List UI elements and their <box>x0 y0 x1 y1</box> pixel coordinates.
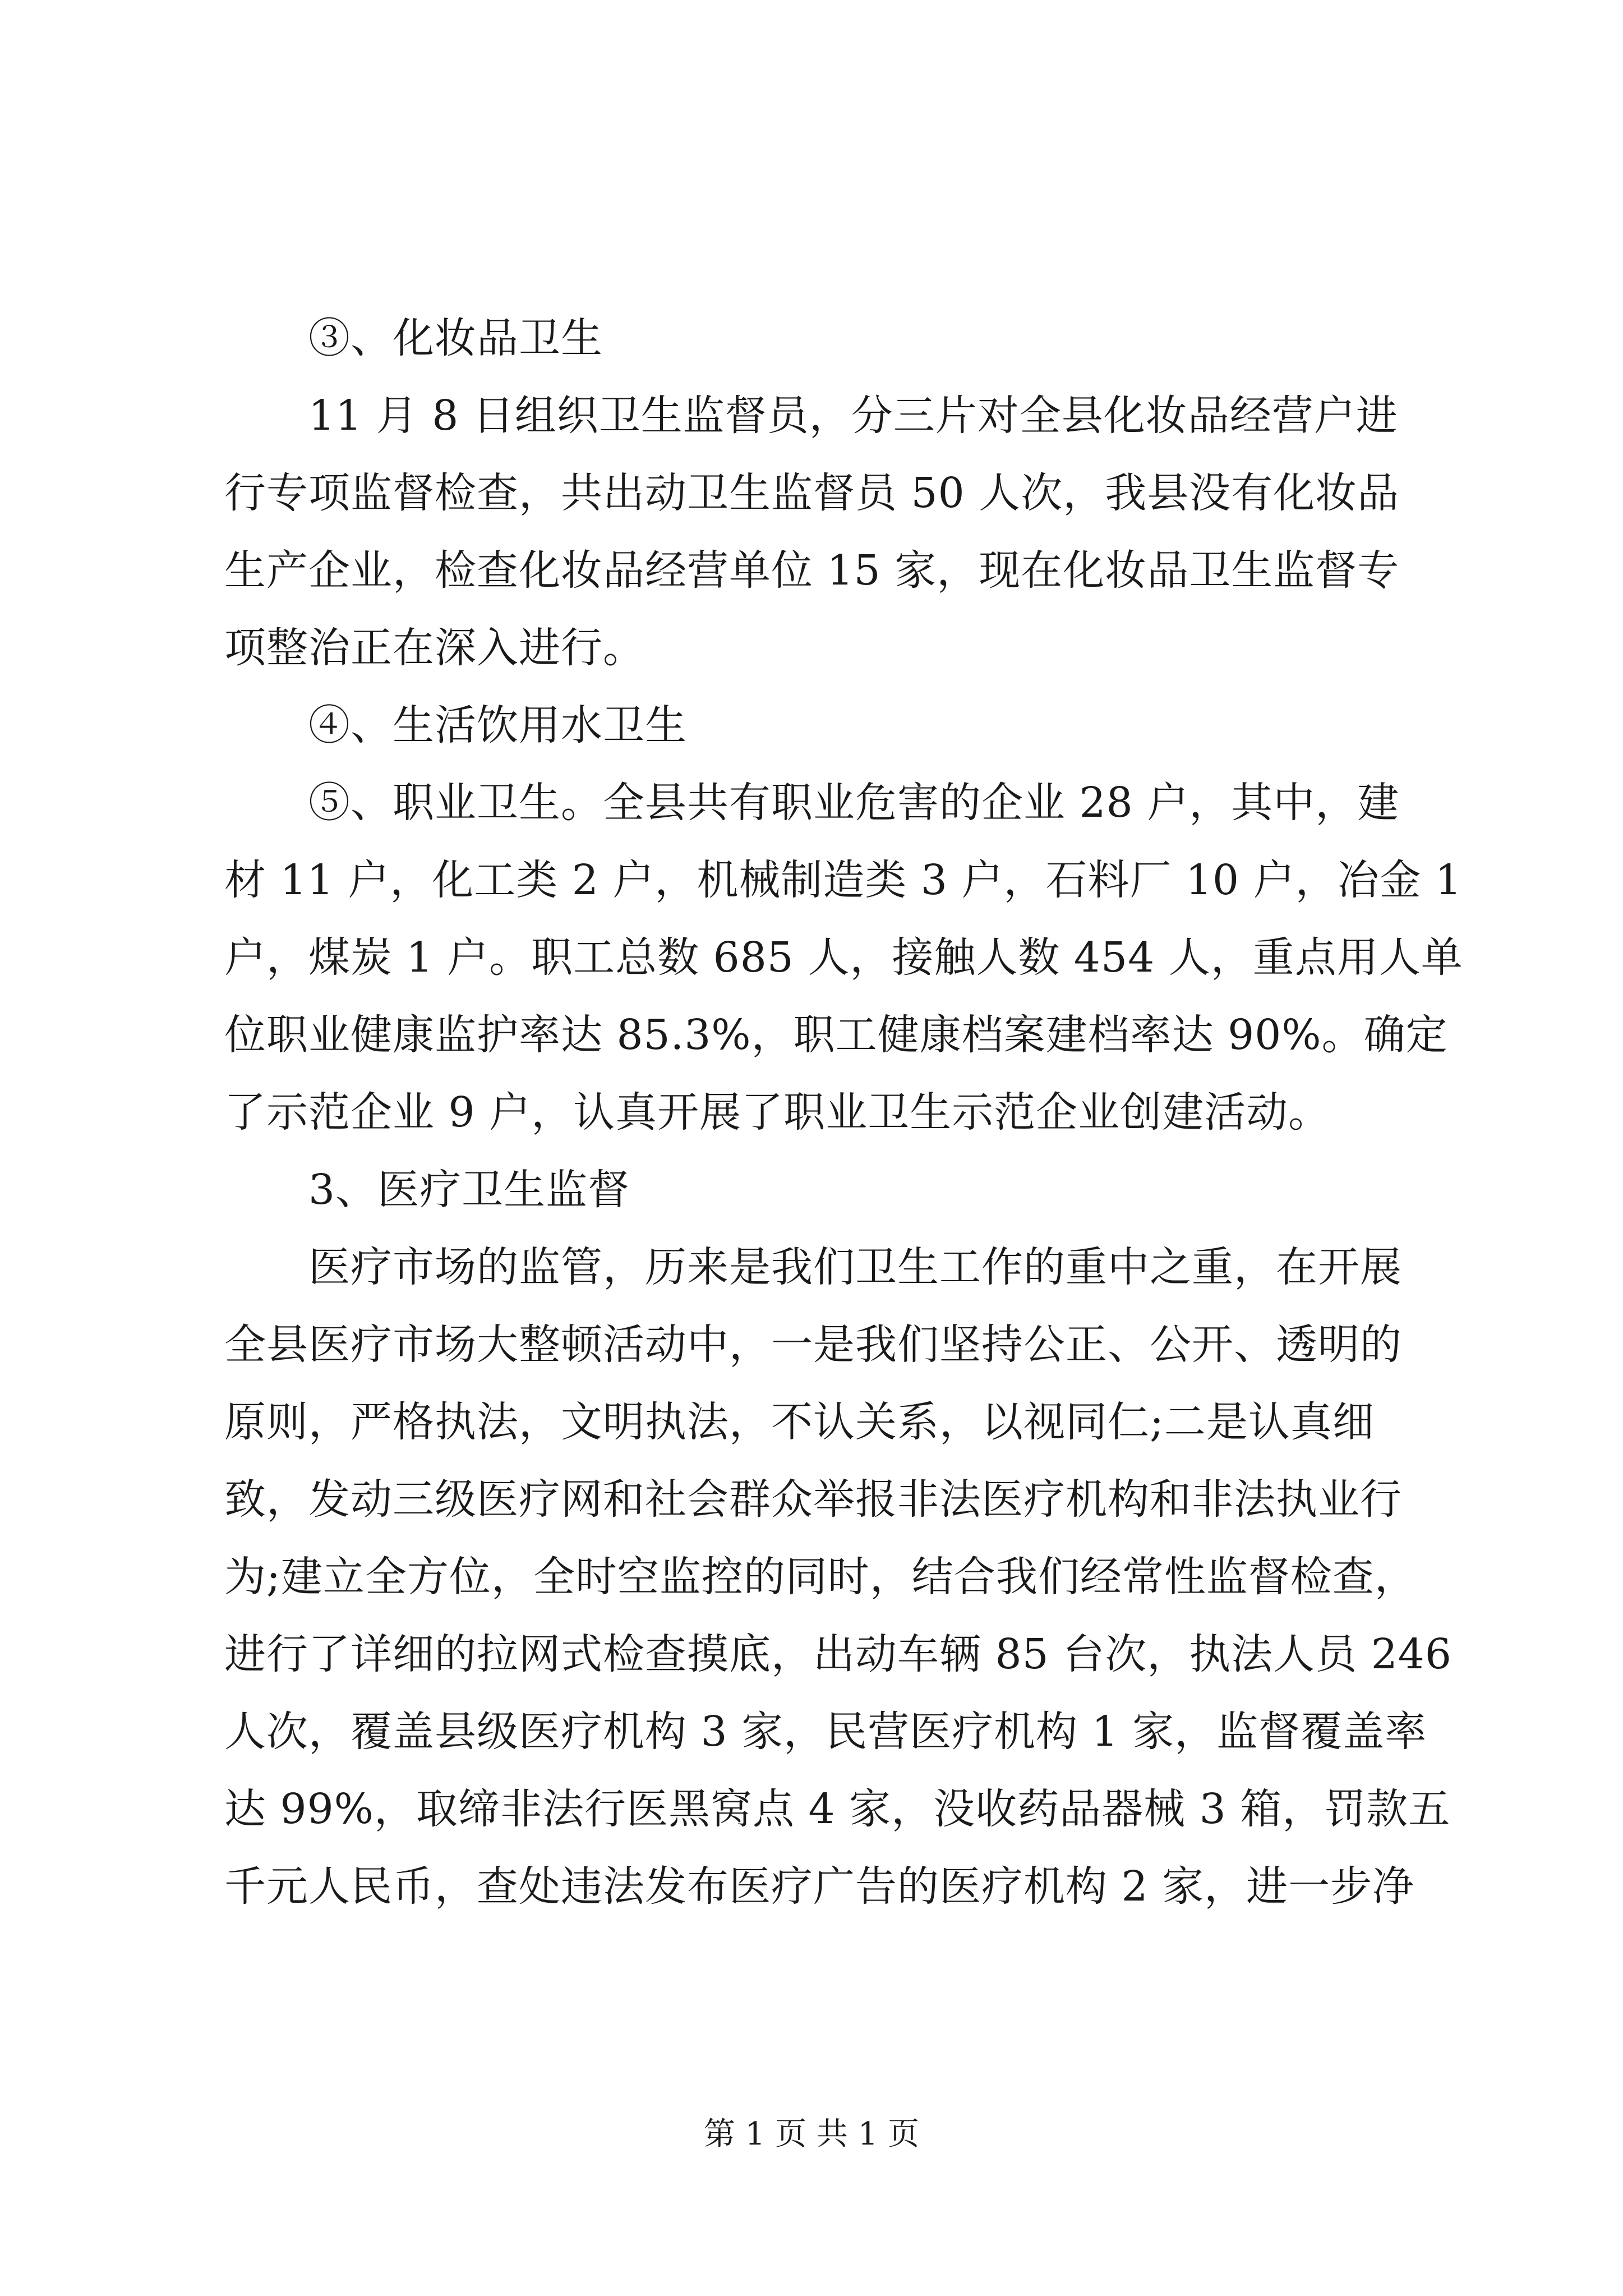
paragraph-line: 进行了详细的拉网式检查摸底，出动车辆 85 台次，执法人员 246 <box>224 1630 1452 1678</box>
paragraph-line: 人次，覆盖县级医疗机构 3 家，民营医疗机构 1 家，监督覆盖率 <box>224 1708 1427 1756</box>
paragraph-line: 全县医疗市场大整顿活动中，一是我们坚持公正、公开、透明的 <box>224 1320 1402 1369</box>
paragraph-line: 位职业健康监护率达 85.3%，职工健康档案建档率达 90%。确定 <box>224 1011 1448 1059</box>
paragraph-line: 项整治正在深入进行。 <box>224 624 645 672</box>
paragraph-line: 行专项监督检查，共出动卫生监督员 50 人次，我县没有化妆品 <box>224 469 1400 517</box>
paragraph-line: 达 99%，取缔非法行医黑窝点 4 家，没收药品器械 3 箱，罚款五 <box>224 1785 1451 1833</box>
paragraph-line: 生产企业，检查化妆品经营单位 15 家，现在化妆品卫生监督专 <box>224 546 1400 595</box>
paragraph-line: 户，煤炭 1 户。职工总数 685 人，接触人数 454 人，重点用人单 <box>224 933 1463 982</box>
paragraph-line: 原则，严格执法，文明执法，不认关系，以视同仁;二是认真细 <box>224 1398 1375 1446</box>
paragraph-line: 致，发动三级医疗网和社会群众举报非法医疗机构和非法执业行 <box>224 1475 1402 1524</box>
paragraph-line: 11 月 8 日组织卫生监督员，分三片对全县化妆品经营户进 <box>308 392 1398 440</box>
heading-cosmetics: ③、化妆品卫生 <box>308 314 603 362</box>
paragraph-line: 医疗市场的监管，历来是我们卫生工作的重中之重，在开展 <box>308 1243 1402 1291</box>
paragraph-line: 为;建立全方位，全时空监控的同时，结合我们经常性监督检查， <box>224 1553 1417 1601</box>
paragraph-line: 了示范企业 9 户，认真开展了职业卫生示范企业创建活动。 <box>224 1088 1331 1137</box>
paragraph-line: 材 11 户，化工类 2 户，机械制造类 3 户，石料厂 10 户，冶金 1 <box>224 856 1463 904</box>
page-footer: 第 1 页 共 1 页 <box>703 2116 920 2152</box>
paragraph-line: ⑤、职业卫生。全县共有职业危害的企业 28 户，其中，建 <box>308 779 1400 827</box>
heading-medical-supervision: 3、医疗卫生监督 <box>308 1166 630 1214</box>
heading-drinking-water: ④、生活饮用水卫生 <box>308 701 687 749</box>
paragraph-line: 千元人民币，查处违法发布医疗广告的医疗机构 2 家，进一步净 <box>224 1862 1415 1911</box>
